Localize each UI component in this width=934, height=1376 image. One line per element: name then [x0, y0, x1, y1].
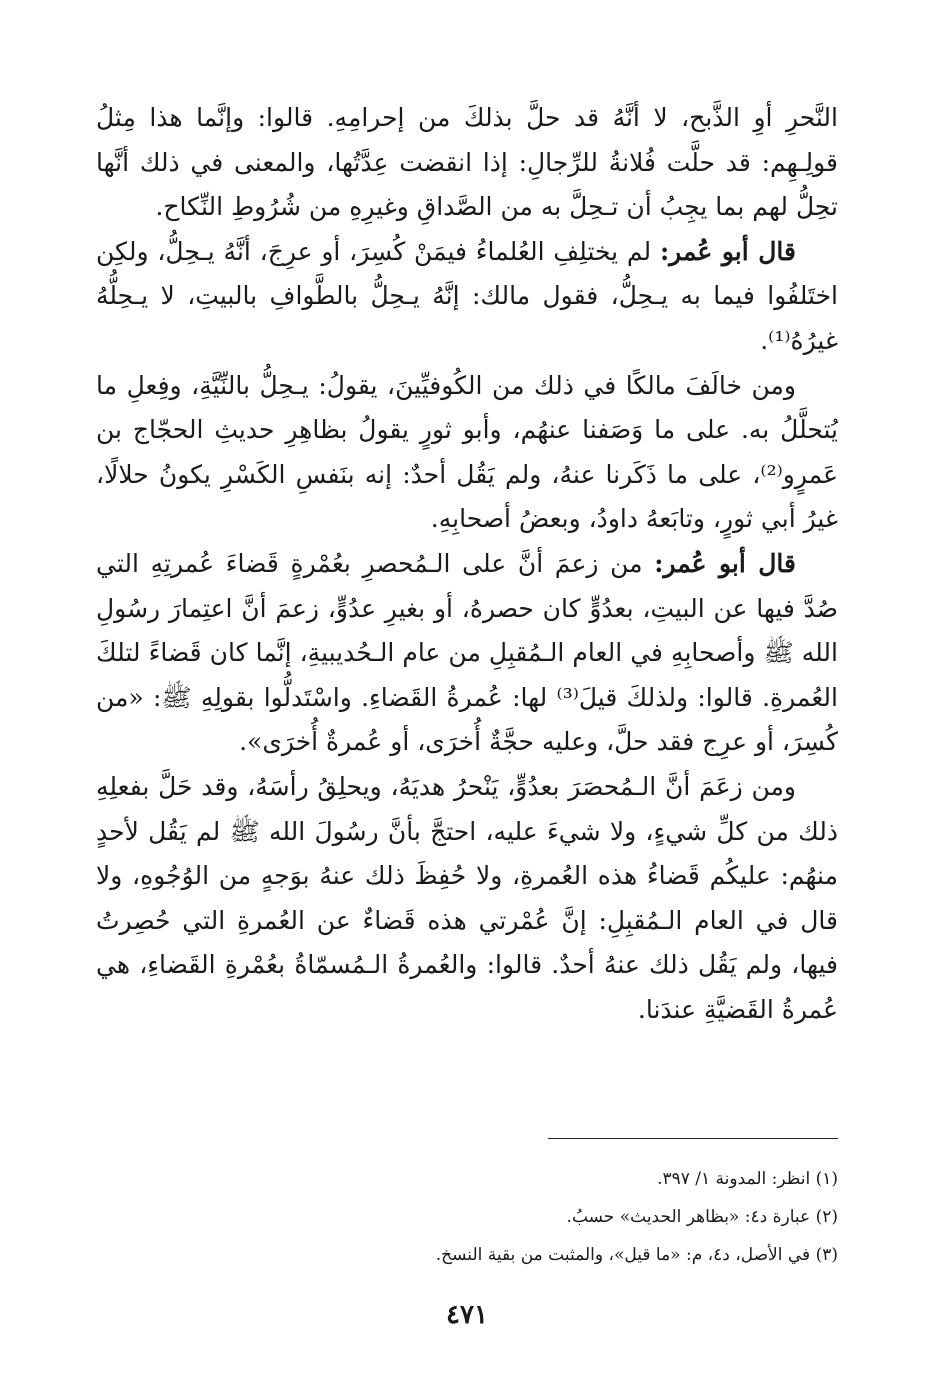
paragraph-1	[96, 96, 838, 230]
footnotes	[96, 1160, 838, 1274]
footnote-divider	[548, 1138, 838, 1139]
paragraph-3	[96, 364, 838, 542]
paragraph-4	[96, 542, 838, 765]
paragraph-2	[96, 230, 838, 364]
paragraph-5-text: ومن زعَمَ أنَّ الـمُحصَرَ بعدُوٍّ، يَنْحرُ هديَهُ، ويحلِقُ رأسَهُ، وقد حَلَّ بفعلِهِ ذلك من كلِّ شيءٍ، ولا شيءَ عليه، احتجَّ بأنَّ رسُولَ الله ﷺ لم يَقُل لأحدٍ منهُم: عليكُم قَضاءُ هذه العُمرةِ، ولا حُفِظَ ذلك عنهُ بوَجهٍ من الوُجُوهِ، ولا قال في العام الـمُقبِلِ: إنَّ عُمْرتي هذه قَضاءٌ عن العُمرةِ التي حُصِرتُ فيها، ولم يَقُل ذلك عنهُ أحدٌ. قالوا: والعُمرةُ الـمُسمّاةُ بعُمْرةِ القَضاءِ، هي عُمرةُ القَضيَّةِ عندَنا.	[96, 771, 838, 1024]
paragraph-5	[96, 765, 838, 1033]
paragraph-3-text: ومن خالَفَ مالكًا في ذلك من الكُوفيِّينَ، يقولُ: يـحِلُّ بالنِّيَّةِ، وفِعلِ ما يُتحلَّلُ به. على ما وَصَفنا عنهُم، وأبو ثورٍ يقولُ بظاهِرِ حديثِ الحجّاج بن عَمرٍو⁽²⁾، على ما ذَكَرنا عنهُ، ولم يَقُل أحدٌ: إنه بنَفسِ الكَسْرِ يكونُ حلالًا، غيرُ أبي ثورٍ، وتابَعهُ داودُ، وبعضُ أصحابِهِ.	[96, 370, 838, 534]
paragraph-2-text: لم يختلِفِ العُلماءُ فيمَنْ كُسِرَ، أو عرِجَ، أنَّهُ يـحِلُّ، ولكِن اختَلفُوا فيما به يـحِلُّ، فقول مالك: إنَّهُ يـحِلُّ بالطَّوافِ بالبيتِ، لا يـحِلُّهُ غيرُهُ⁽¹⁾.	[96, 236, 838, 355]
paragraph-4-text: من زعمَ أنَّ على الـمُحصرِ بعُمْرةٍ قَضاءَ عُمرتِهِ التي صُدَّ فيها عن البيتِ، بعدُوٍّ كان حصرهُ، أو بغيرِ عدُوٍّ، زعمَ أنَّ اعتِمارَ رسُولِ الله ﷺ وأصحابِهِ في العام الـمُقبِلِ من عام الـحُديبيةِ، إنَّما كان قَضاءً لتلكَ العُمرةِ. قالوا: ولذلكَ قيلَ⁽³⁾ لها: عُمرةُ القَضاءِ. واسْتَدلُّوا بقولِهِ ﷺ: «من كُسِرَ، أو عرِج فقد حلَّ، وعليه حجَّةٌ أُخرَى، أو عُمرةٌ أُخرَى».	[96, 548, 838, 757]
footnote-1: (١) انظر: المدونة ١/ ٣٩٧.	[657, 1169, 838, 1189]
page-number: ٤٧١	[446, 1300, 488, 1330]
paragraph-4-lead: قال أبو عُمر:	[654, 548, 796, 578]
paragraph-1-text: النَّحرِ أوِ الذَّبح، لا أنَّهُ قد حلَّ بذلكَ من إحرامِهِ. قالوا: وإنَّما هذا مِثلُ قولِـهِم: قد حلَّت فُلانةُ للرِّجالِ: إذا انقضت عِدَّتُها، والمعنى في ذلك أنَّها تحِلُّ لهم بما يجِبُ أن تـحِلَّ به من الصَّداقِ وغيرِهِ من شُرُوطِ النِّكاح.	[96, 103, 838, 222]
paragraph-2-lead: قال أبو عُمر:	[659, 236, 796, 266]
footnote-3: (٣) في الأصل، د٤، م: «ما قيل»، والمثبت من بقية النسخ.	[435, 1245, 838, 1265]
footnote-2: (٢) عبارة د٤: «بظاهر الحديث» حسبُ.	[566, 1207, 838, 1227]
main-text	[96, 96, 838, 1032]
